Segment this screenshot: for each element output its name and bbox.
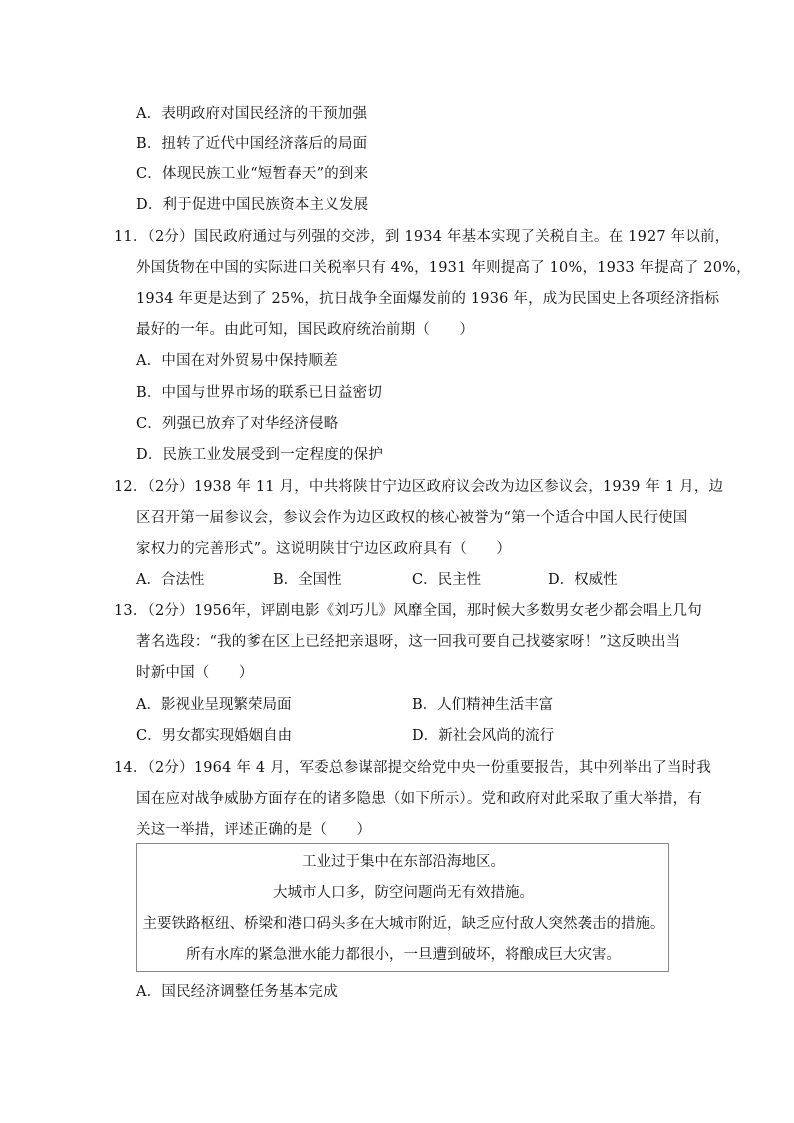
q11-option-c: C．列强已放弃了对华经济侵略: [136, 416, 339, 432]
q14-material-line: 所有水库的紧急泄水能力都很小，一旦遭到破坏，将酿成巨大灾害。: [186, 947, 621, 963]
q13-option-b: B．人们精神生活丰富: [412, 697, 554, 713]
q13-option-d: D．新社会风尚的流行: [412, 728, 555, 744]
q10-option-c: C．体现民族工业“短暂春天”的到来: [136, 166, 369, 182]
q12-stem-line: 区召开第一届参议会，参议会作为边区政权的核心被誉为“第一个适合中国人民行使国: [136, 510, 688, 526]
q14-option-a: A．国民经济调整任务基本完成: [136, 984, 338, 1000]
q10-option-d: D．利于促进中国民族资本主义发展: [136, 197, 369, 213]
q14-stem-line: 14．（2分）1964 年 4 月，军委总参谋部提交给党中央一份重要报告，其中列举出了当时我: [114, 760, 712, 776]
q13-stem-line: 13．（2分）1956年，评剧电影《刘巧儿》风靡全国，那时候大多数男女老少都会唱上几句: [114, 603, 702, 619]
q11-option-b: B．中国与世界市场的联系已日益密切: [136, 385, 383, 401]
q14-stem-line: 关这一举措，评述正确的是（ ）: [136, 822, 372, 838]
q11-option-a: A．中国在对外贸易中保持顺差: [136, 353, 338, 369]
q12-option-c: C．民主性: [412, 572, 482, 588]
q10-option-b: B．扭转了近代中国经济落后的局面: [136, 136, 368, 152]
q13-option-a: A．影视业呈现繁荣局面: [136, 697, 292, 713]
q13-option-c: C．男女都实现婚姻自由: [136, 728, 293, 744]
q11-stem-line: 11．（2分）国民政府通过与列强的交涉，到 1934 年基本实现了关税自主。在 1927 年以前，: [114, 229, 730, 245]
q14-material-line: 工业过于集中在东部沿海地区。: [302, 854, 505, 870]
q13-stem-line: 著名选段：“我的爹在区上已经把亲退呀，这一回我可要自己找婆家呀！”这反映出当: [136, 634, 681, 650]
q11-option-d: D．民族工业发展受到一定程度的保护: [136, 447, 384, 463]
q12-option-d: D．权威性: [548, 572, 618, 588]
q12-stem-line: 12．（2分）1938 年 11 月，中共将陕甘宁边区政府议会改为边区参议会，1939 年 1 月，边: [114, 479, 724, 495]
q14-material-line: 大城市人口多，防空问题尚无有效措施。: [273, 885, 534, 901]
q12-stem-line: 家权力的完善形式”。这说明陕甘宁边区政府具有（ ）: [136, 541, 512, 557]
q14-stem-line: 国在应对战争威胁方面存在的诸多隐患（如下所示）。党和政府对此采取了重大举措，有: [136, 791, 703, 807]
q12-option-a: A．合法性: [136, 572, 205, 588]
q14-material-line: 主要铁路枢纽、桥梁和港口码头多在大城市附近，缺乏应付敌人突然袭击的措施。: [142, 916, 665, 932]
q11-stem-line: 1934 年更是达到了 25%，抗日战争全面爆发前的 1936 年，成为民国史上各项经济指标: [136, 291, 720, 307]
q12-option-b: B．全国性: [273, 572, 342, 588]
q10-option-a: A．表明政府对国民经济的干预加强: [136, 106, 368, 122]
q14-material-box: [136, 843, 669, 972]
q11-stem-line: 最好的一年。由此可知，国民政府统治前期（ ）: [136, 322, 475, 338]
q11-stem-line: 外国货物在中国的实际进口关税率只有 4%，1931 年则提高了 10%，1933 年提高了 20%，: [136, 260, 751, 276]
q13-stem-line: 时新中国（ ）: [136, 665, 254, 681]
